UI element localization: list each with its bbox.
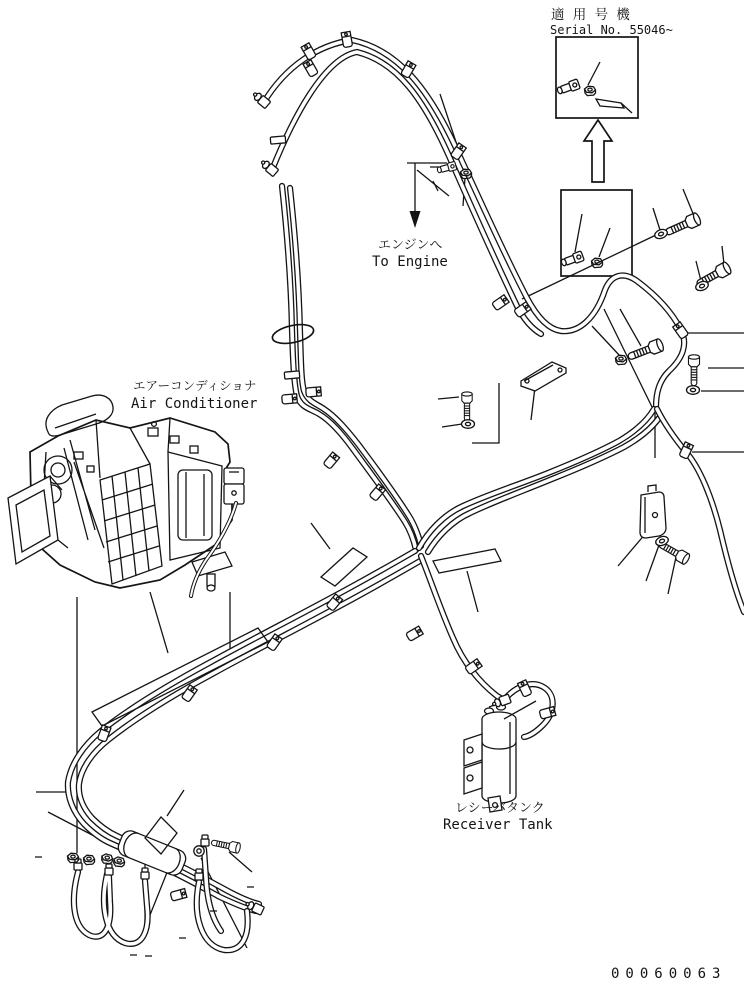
to-engine-label-en: To Engine [372, 254, 448, 270]
nut [101, 853, 113, 864]
elbow-fitting [556, 79, 580, 96]
air-conditioner-unit [8, 395, 244, 591]
lower-left-hose-run [68, 551, 420, 911]
top-hose-run [264, 40, 684, 407]
nut [194, 846, 204, 856]
nut [84, 855, 95, 864]
down-arrow-icon [407, 163, 449, 228]
receiver-hose-run [421, 556, 504, 700]
washer [687, 386, 700, 395]
mounting-bolt [626, 338, 665, 363]
up-arrow-icon [584, 120, 612, 182]
serial-detail-box [556, 37, 638, 118]
receiver-tank-label-en: Receiver Tank [443, 817, 553, 833]
labels [131, 6, 726, 982]
elbow-fitting [560, 251, 584, 268]
air-conditioner-label-jp: エアーコンディショナ [133, 378, 257, 393]
top-hose-run [264, 40, 684, 407]
mounting-bolt [663, 212, 702, 239]
air-conditioner-label-en: Air Conditioner [131, 396, 258, 412]
nut [113, 856, 125, 867]
hose-sleeve [116, 828, 189, 878]
bracket [521, 362, 566, 391]
leader-lines [36, 94, 744, 948]
nut [68, 853, 79, 862]
callout-parallelograms [92, 548, 501, 726]
washer [462, 420, 475, 429]
mounting-bolt [210, 837, 241, 853]
cross-hose-run [419, 409, 659, 552]
mounting-bolt [462, 392, 472, 421]
serial-label-jp: 適 用 号 機 [551, 7, 632, 23]
receiver-hose-run [421, 556, 504, 700]
serial-label-en: Serial No. 55046~ [550, 23, 673, 37]
drawing-number: 00060063 [611, 966, 727, 982]
wedge-shim [596, 99, 624, 108]
nut [585, 86, 596, 95]
mounting-bolt [688, 355, 699, 386]
receiver-tank-label-jp: レシーバタンク [455, 801, 545, 816]
connector-block [224, 468, 244, 484]
cross-hose-run [419, 409, 659, 552]
nut [616, 355, 627, 364]
cover-plate [640, 485, 666, 538]
to-engine-label-jp: エンジンへ [378, 238, 443, 253]
